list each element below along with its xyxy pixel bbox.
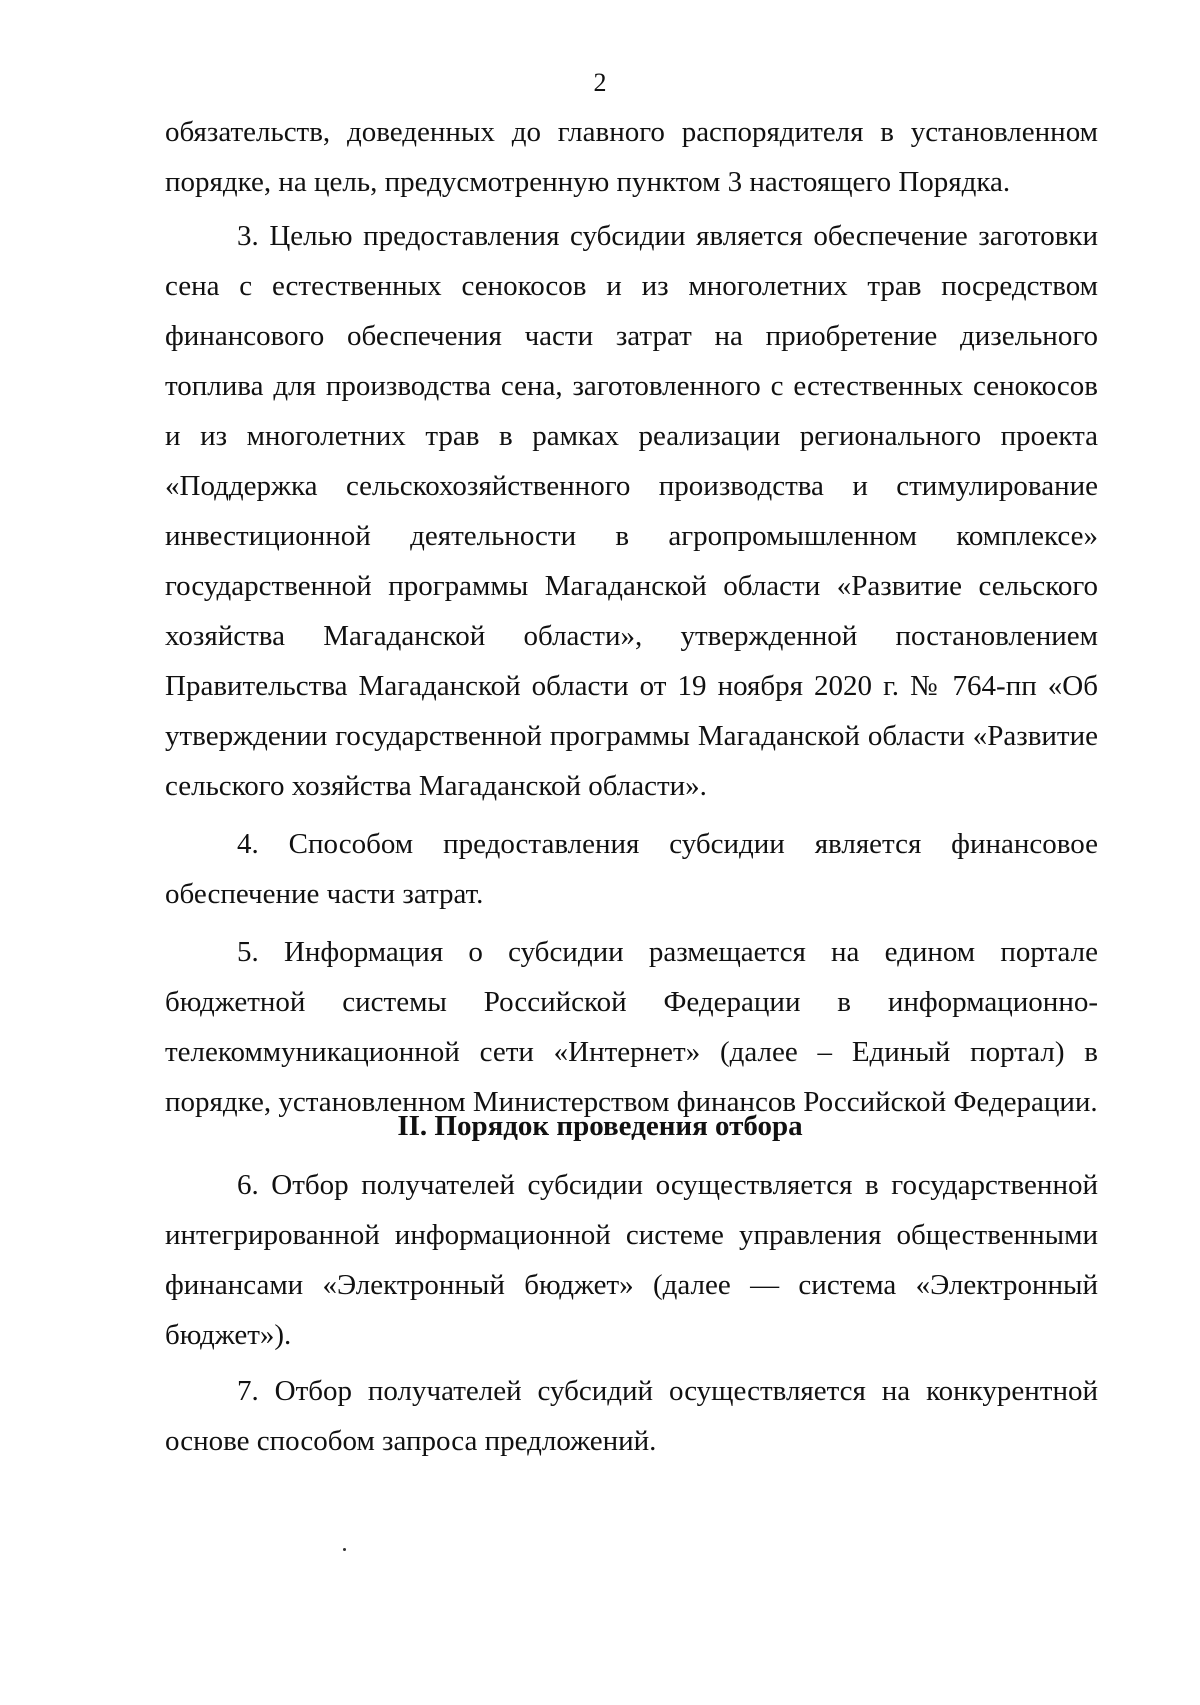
- paragraph-continuation: обязательств, доведенных до главного распорядителя в установленном порядке, на цель, предусмотренную пунктом 3 настоящего Порядка.: [165, 116, 1098, 198]
- page-number: 2: [593, 68, 607, 97]
- paragraph-item-5: 5. Информация о субсидии размещается на едином портале бюджетной системы Российской Федерации в информационно-телекоммуникационной сети «Интернет» (далее – Единый портал) в порядке, установленном Министерством финансов Российской Федерации.: [165, 936, 1098, 1118]
- paragraph-item-3: 3. Целью предоставления субсидии является обеспечение заготовки сена с естественных сенокосов и из многолетних трав посредством финансового обеспечения части затрат на приобретение дизельного топлива для производства сена, заготовленного с естественных сенокосов и из многолетних трав в рамках реализации регионального проекта «Поддержка сельскохозяйственного производства и стимулирование инвестиционной деятельности в агропромышленном комплексе» государственной программы Магаданской области «Развитие сельского хозяйства Магаданской области», утвержденной постановлением Правительства Магаданской области от 19 ноября 2020 г. № 764-пп «Об утверждении государственной программы Магаданской области «Развитие сельского хозяйства Магаданской области».: [165, 220, 1098, 802]
- paragraph-item-7: 7. Отбор получателей субсидий осуществляется на конкурентной основе способом запроса предложений.: [165, 1375, 1098, 1457]
- body-text-top: [165, 107, 1098, 1127]
- section-heading: II. Порядок проведения отбора: [397, 1110, 803, 1142]
- paragraph-item-4: 4. Способом предоставления субсидии является финансовое обеспечение части затрат.: [165, 828, 1098, 910]
- body-text-bottom: [165, 1160, 1098, 1466]
- scan-speck: [343, 1548, 346, 1551]
- paragraph-item-6: 6. Отбор получателей субсидии осуществляется в государственной интегрированной информационной системе управления общественными финансами «Электронный бюджет» (далее — система «Электронный бюджет»).: [165, 1169, 1098, 1351]
